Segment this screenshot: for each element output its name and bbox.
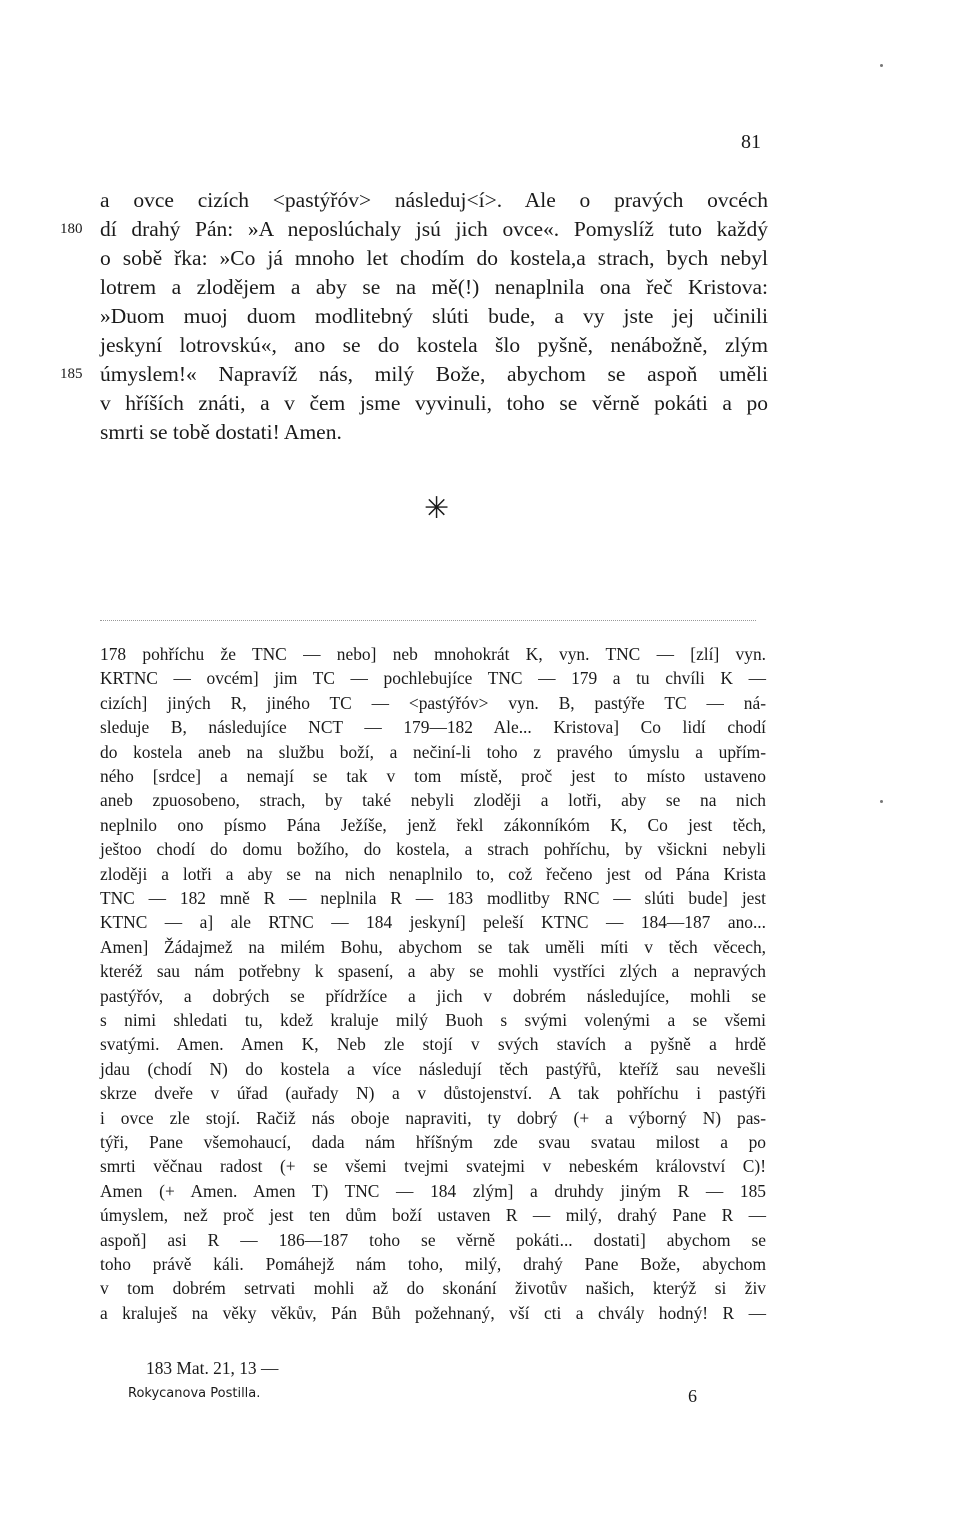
apparatus-line: smrti věčnau radost (+ se všemi tvejmi svatejmi v nebeském království C)! bbox=[100, 1156, 766, 1177]
apparatus-line: zloději a lotři a aby se na nich nenaplnilo to, což řečeno jest od Pána Krista bbox=[100, 863, 766, 884]
apparatus-line: s nimi shledati tu, kdež kraluje milý Buoh s svými volenými a se všemi bbox=[100, 1010, 766, 1030]
apparatus-line: aspoň] asi R — 186—187 toho se věrně pokáti... dostati] abychom se bbox=[100, 1229, 766, 1250]
apparatus-line: cizích] jiných R, jiného TC — <pastýřóv> vyn. B, pastýře TC — ná- bbox=[100, 692, 766, 713]
line-number-185: 185 bbox=[60, 366, 83, 382]
main-text-line: a ovce cizích <pastýřóv> následuj<í>. Ale o pravých ovcéch bbox=[100, 188, 768, 212]
apparatus-divider bbox=[100, 620, 756, 621]
apparatus-line: skrze dveře v úřad (auřady N) a v důstojenství. A tak pohříchu i pastýři bbox=[100, 1083, 766, 1104]
biblical-reference-footnote: 183 Mat. 21, 13 — bbox=[146, 1358, 279, 1378]
line-number-180: 180 bbox=[60, 221, 83, 237]
apparatus-line: neplnilo ono písmo Pána Ježíše, jenž řekl zákonníkóm K, Co jest těch, bbox=[100, 814, 766, 835]
apparatus-line: ného [srdce] a nemají se tak v tom místě, proč jest to místo ustaveno bbox=[100, 766, 766, 786]
apparatus-line: týři, Pane všemohaucí, dada nám hříšným zde svau svatau milost a po bbox=[100, 1132, 766, 1152]
main-text-line: smrti se tobě dostati! Amen. bbox=[100, 420, 342, 444]
sheet-number: 6 bbox=[688, 1386, 697, 1406]
main-text-line: v hříších znáti, a v čem jsme vyvinuli, toho se věrně pokáti a po bbox=[100, 391, 768, 415]
apparatus-line: aneb zpuosobeno, strach, by také nebyli zloději a lotři, aby se na nich bbox=[100, 790, 766, 811]
apparatus-line: toho právě káli. Pomáhejž nám toho, milý, drahý Pane Bože, abychom bbox=[100, 1254, 766, 1274]
apparatus-line: sleduje B, následujíce NCT — 179—182 Ale... Kristova] Co lidí chodí bbox=[100, 717, 766, 738]
apparatus-line: pastýřóv, a dobrých se přídržíce a jich v dobrém následujíce, mohli se bbox=[100, 985, 766, 1006]
apparatus-line: Amen] Žádajmež na milém Bohu, abychom se tak uměli míti v těch věcech, bbox=[100, 936, 766, 957]
apparatus-line: i ovce zle stojí. Račiž nás oboje napraviti, ty dobrý (+ a výborný N) pas- bbox=[100, 1107, 766, 1128]
apparatus-line: ještoo chodí do domu božího, do kostela, a strach pohříchu, by všickni nebyli bbox=[100, 839, 766, 860]
apparatus-line: v tom dobrém setrvati mohli až do skonání životův našich, kterýž si živ bbox=[100, 1278, 766, 1299]
printer-signature: Rokycanova Postilla. bbox=[128, 1386, 261, 1401]
apparatus-line: TNC — 182 mně R — neplnila R — 183 modlitby RNC — slúti bude] jest bbox=[100, 888, 766, 908]
page-number: 81 bbox=[741, 131, 761, 153]
main-text-line: »Duom muoj duom modlitebný slúti bude, a vy jste jej učinili bbox=[100, 304, 768, 328]
apparatus-line: svatými. Amen. Amen K, Neb zle stojí v svých stavích a pyšně a hrdě bbox=[100, 1034, 766, 1055]
apparatus-line: KRTNC — ovcém] jim TC — pochlebujíce TNC — 179 a tu chvíli K — bbox=[100, 668, 766, 689]
main-text-line: jeskyní lotrovskú«, ano se do kostela šlo pyšně, nenábožně, zlým bbox=[100, 333, 768, 357]
scan-speck bbox=[880, 800, 883, 803]
apparatus-line: a kraluješ na věky věkův, Pán Bůh požehnaný, vší cti a chvály hodný! R — bbox=[100, 1302, 766, 1323]
apparatus-line: úmyslem, než proč jest ten dům boží ustaven R — milý, drahý Pane R — bbox=[100, 1205, 766, 1226]
apparatus-line: Amen (+ Amen. Amen T) TNC — 184 zlým] a druhdy jiným R — 185 bbox=[100, 1180, 766, 1201]
apparatus-line: do kostela aneb na službu boží, a nečiní-li toho z pravého úmyslu a upřím- bbox=[100, 741, 766, 762]
apparatus-line: kteréž sau nám potřebny k spasení, a aby se mohli vystříci zlých a nepravých bbox=[100, 961, 766, 982]
main-text-line: o sobě řka: »Co já mnoho let chodím do kostela,a strach, bych nebyl bbox=[100, 246, 768, 270]
main-text-line: dí drahý Pán: »A neposlúchaly jsú jich ovce«. Pomyslíž tuto každý bbox=[100, 217, 768, 241]
apparatus-line: KTNC — a] ale RTNC — 184 jeskyní] peleší KTNC — 184—187 ano... bbox=[100, 912, 766, 933]
section-separator-asterisk: ✳ bbox=[424, 492, 450, 525]
apparatus-line: 178 pohříchu že TNC — nebo] neb mnohokrát K, vyn. TNC — [zlí] vyn. bbox=[100, 644, 766, 664]
apparatus-line: jdau (chodí N) do kostela a více následují těch pastýřů, kteříž sau nevešli bbox=[100, 1058, 766, 1079]
main-text-line: úmyslem!« Napravíž nás, milý Bože, abychom se aspoň uměli bbox=[100, 362, 768, 386]
main-text-line: lotrem a zlodějem a aby se na mě(!) nenaplnila ona řeč Kristova: bbox=[100, 275, 768, 299]
scan-speck bbox=[880, 64, 883, 67]
